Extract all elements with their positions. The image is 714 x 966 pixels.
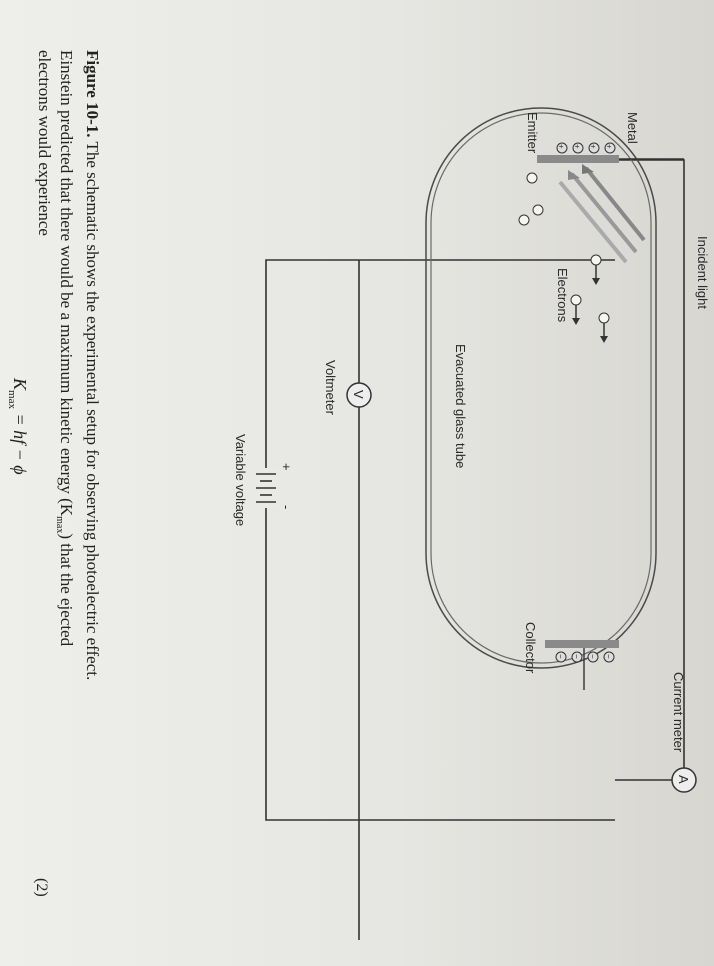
para-line1: Einstein predicted that there would be a maximum kinetic energy (K — [57, 50, 76, 517]
paragraph-line-2: electrons would experience — [35, 50, 54, 236]
caption-body: The schematic shows the experimental setup for observing photoelectric effect. — [83, 141, 102, 681]
variable-voltage-label: Variable voltage — [233, 434, 248, 527]
collector-electrode — [545, 640, 619, 690]
voltmeter-label: Voltmeter — [323, 360, 338, 415]
para-line1-end: ) that the ejected — [57, 533, 76, 647]
marks-indicator: (2) — [33, 878, 50, 897]
formula-rest: = hf − ϕ — [10, 408, 30, 475]
voltmeter — [347, 383, 371, 407]
current-meter — [672, 768, 696, 792]
svg-text:+: + — [556, 144, 566, 149]
photoelectric-schematic — [114, 0, 714, 966]
electrons-label: Electrons — [555, 268, 570, 323]
para-sub: max — [54, 516, 65, 534]
caption-label: Figure 10-1. — [83, 50, 102, 138]
current-meter-symbol: A — [676, 775, 691, 784]
metal-label: Metal — [625, 112, 640, 144]
formula-sub: max — [6, 390, 18, 409]
svg-text:+: + — [604, 144, 614, 149]
paragraph-line-1 — [56, 50, 76, 646]
incident-light-rays — [560, 164, 644, 262]
incident-light-label: Incident light — [695, 236, 710, 309]
svg-text:−: − — [588, 654, 597, 659]
svg-text:+: + — [588, 144, 598, 149]
emitter-label: Emitter — [525, 112, 540, 154]
svg-text:−: − — [604, 654, 613, 659]
variable-voltage-battery — [254, 463, 294, 509]
current-meter-label: Current meter — [671, 672, 686, 753]
outer-circuit-wire — [266, 260, 615, 820]
battery-minus: - — [279, 505, 294, 510]
formula-k: K — [10, 378, 30, 391]
kinetic-energy-formula — [6, 378, 30, 475]
battery-plus: + — [279, 463, 294, 471]
svg-text:−: − — [572, 654, 581, 659]
svg-text:−: − — [556, 654, 565, 659]
evacuated-tube-label: Evacuated glass tube — [453, 344, 468, 469]
svg-text:+: + — [572, 144, 582, 149]
voltmeter-symbol: V — [351, 390, 366, 399]
collector-label: Collector — [523, 622, 538, 674]
figure-caption — [82, 50, 102, 680]
